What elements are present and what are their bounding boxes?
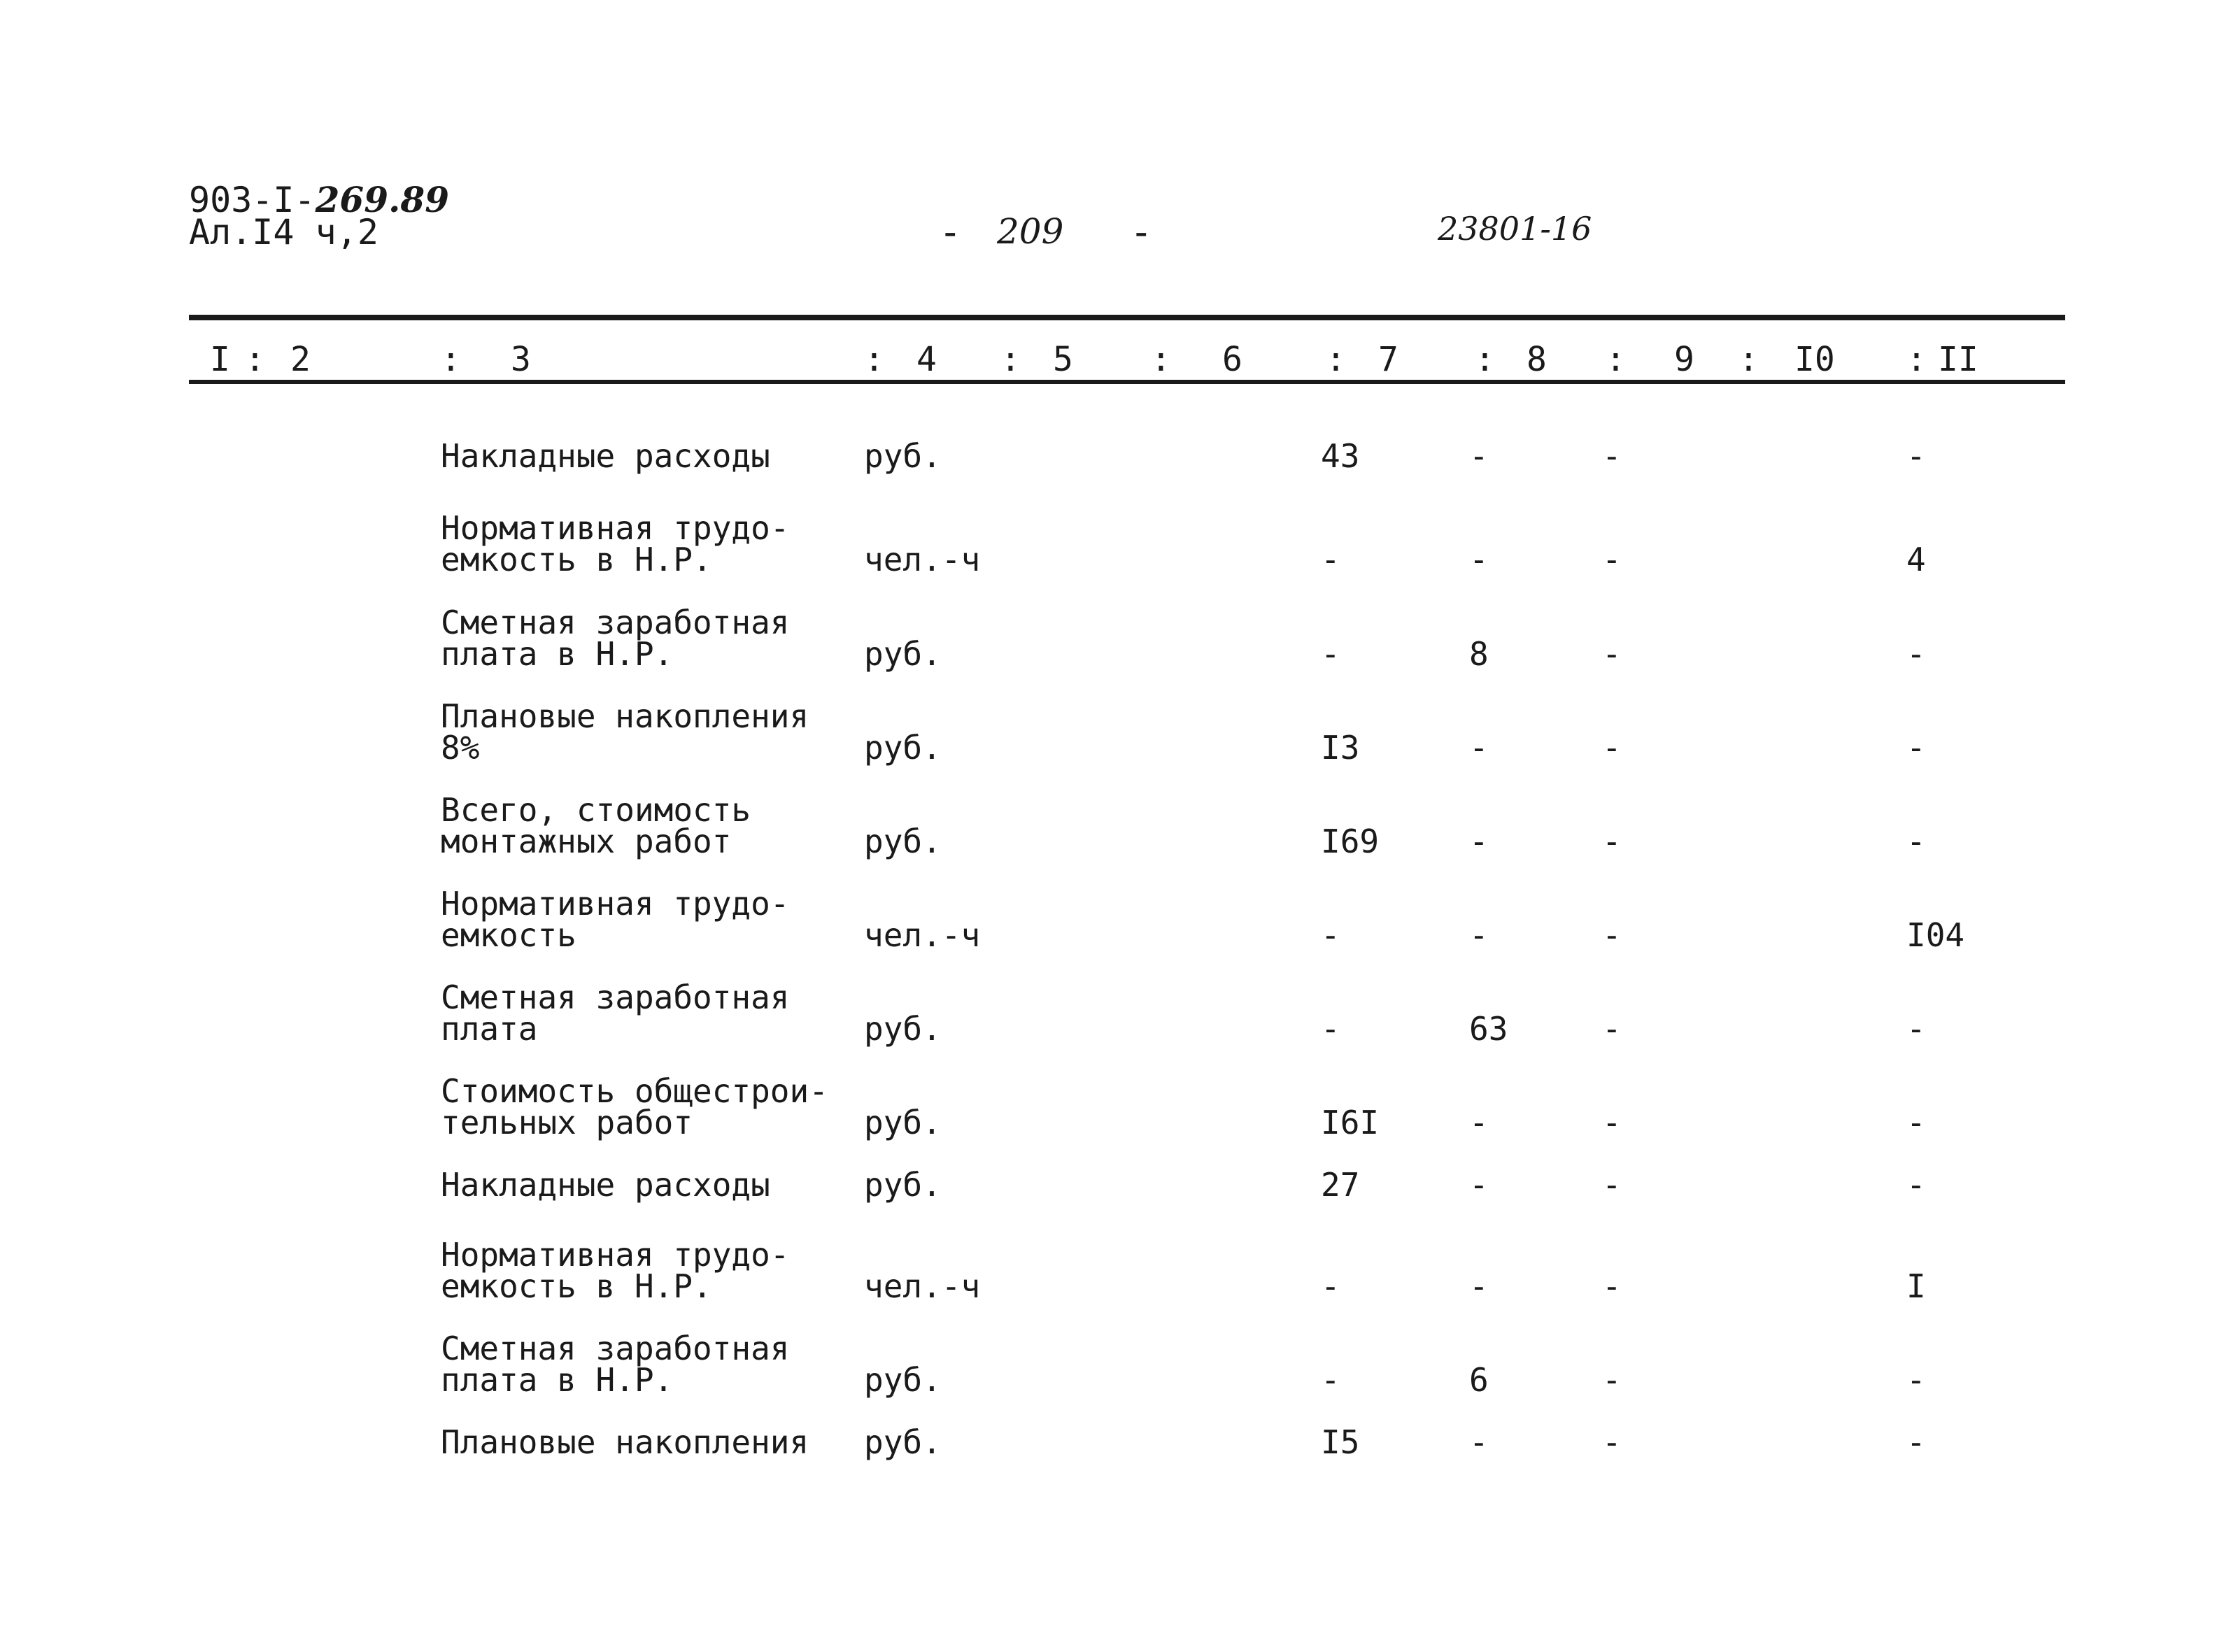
row-name-line: плата xyxy=(441,1010,538,1048)
page-number-dash-right: - xyxy=(1130,210,1153,254)
row-name-line: Плановые накопления xyxy=(441,697,809,735)
column-separator: : xyxy=(245,340,265,379)
row-unit: чел.-ч xyxy=(864,541,981,578)
cell-col-11: 4 xyxy=(1906,541,1926,578)
cell-col-11: - xyxy=(1906,1423,1926,1461)
column-header-4: 4 xyxy=(916,340,937,379)
cell-col-9: - xyxy=(1602,635,1622,673)
cell-col-9: - xyxy=(1602,1267,1622,1305)
cell-col-7: I3 xyxy=(1321,729,1360,767)
cell-col-11: - xyxy=(1906,729,1926,767)
table-header-rule xyxy=(189,380,2065,384)
row-name xyxy=(441,509,790,578)
cell-col-11: I xyxy=(1906,1267,1926,1305)
row-unit: чел.-ч xyxy=(864,916,981,954)
column-header-6: 6 xyxy=(1222,340,1242,379)
cell-col-7: - xyxy=(1321,1361,1340,1399)
row-name-line: емкость в Н.Р. xyxy=(441,541,712,578)
cell-col-7: I6I xyxy=(1321,1104,1380,1141)
row-name-line: Нормативная трудо- xyxy=(441,1236,790,1274)
cell-col-7: I69 xyxy=(1321,823,1380,860)
cell-col-11: - xyxy=(1906,1361,1926,1399)
row-unit: чел.-ч xyxy=(864,1267,981,1305)
row-name-line: Сметная заработная xyxy=(441,604,790,641)
cell-col-7: - xyxy=(1321,916,1340,954)
cell-col-11: - xyxy=(1906,823,1926,860)
row-name xyxy=(441,697,809,767)
cell-col-7: 43 xyxy=(1321,437,1360,475)
row-name xyxy=(441,885,790,954)
row-unit: руб. xyxy=(864,437,942,475)
column-separator: : xyxy=(441,340,461,379)
row-unit: руб. xyxy=(864,635,942,673)
row-unit: руб. xyxy=(864,1104,942,1141)
row-name-line: емкость xyxy=(441,916,576,954)
row-name xyxy=(441,1423,809,1461)
row-name xyxy=(441,1166,770,1204)
column-separator: : xyxy=(1000,340,1021,379)
column-header-9: 9 xyxy=(1674,340,1694,379)
sheet-reference: Ал.I4 ч,2 xyxy=(189,212,378,252)
row-name-line: плата в Н.Р. xyxy=(441,635,674,673)
column-separator: : xyxy=(1906,340,1927,379)
row-name-line: емкость в Н.Р. xyxy=(441,1267,712,1305)
column-header-7: 7 xyxy=(1378,340,1398,379)
row-name-line: Всего, стоимость xyxy=(441,791,751,829)
cell-col-7: - xyxy=(1321,1010,1340,1048)
cell-col-11: - xyxy=(1906,1104,1926,1141)
table-top-rule xyxy=(189,315,2065,320)
column-separator: : xyxy=(1738,340,1759,379)
row-name xyxy=(441,1330,790,1399)
cell-col-7: - xyxy=(1321,1267,1340,1305)
cell-col-11: - xyxy=(1906,1166,1926,1204)
row-name xyxy=(441,437,770,475)
row-unit: руб. xyxy=(864,1423,942,1461)
cell-col-9: - xyxy=(1602,1423,1622,1461)
column-separator: : xyxy=(1606,340,1626,379)
row-name-line: Накладные расходы xyxy=(441,437,770,475)
document-code-handwritten: 269.89 xyxy=(315,179,449,220)
row-name xyxy=(441,1236,790,1305)
row-unit: руб. xyxy=(864,729,942,767)
row-name-line: Сметная заработная xyxy=(441,1330,790,1367)
column-separator: : xyxy=(864,340,884,379)
cell-col-9: - xyxy=(1602,1166,1622,1204)
row-name-line: тельных работ xyxy=(441,1104,693,1141)
cell-col-11: I04 xyxy=(1906,916,1965,954)
cell-col-8: - xyxy=(1469,1104,1489,1141)
cell-col-8: 6 xyxy=(1469,1361,1489,1399)
column-separator: : xyxy=(1151,340,1171,379)
row-name xyxy=(441,1072,828,1141)
column-header-2: 2 xyxy=(290,340,311,379)
cell-col-11: - xyxy=(1906,635,1926,673)
row-name-line: 8% xyxy=(441,729,480,767)
cell-col-9: - xyxy=(1602,1361,1622,1399)
cell-col-9: - xyxy=(1602,916,1622,954)
column-header-10: I0 xyxy=(1794,340,1835,379)
cell-col-8: - xyxy=(1469,1267,1489,1305)
page-number-dash-left: - xyxy=(939,210,962,254)
cell-col-7: 27 xyxy=(1321,1166,1360,1204)
cell-col-8: 8 xyxy=(1469,635,1489,673)
row-name xyxy=(441,791,751,860)
cell-col-9: - xyxy=(1602,823,1622,860)
row-name xyxy=(441,978,790,1048)
cell-col-9: - xyxy=(1602,541,1622,578)
cell-col-8: - xyxy=(1469,823,1489,860)
column-separator: : xyxy=(1326,340,1346,379)
cell-col-8: - xyxy=(1469,437,1489,475)
cell-col-11: - xyxy=(1906,437,1926,475)
column-header-1: I xyxy=(210,340,230,379)
sheet-code: 23801-16 xyxy=(1438,210,1592,248)
page-number: 209 xyxy=(997,211,1064,252)
column-header-5: 5 xyxy=(1053,340,1073,379)
row-name-line: Плановые накопления xyxy=(441,1423,809,1461)
row-name-line: Сметная заработная xyxy=(441,978,790,1016)
cell-col-8: - xyxy=(1469,1166,1489,1204)
row-name-line: плата в Н.Р. xyxy=(441,1361,674,1399)
cell-col-9: - xyxy=(1602,1010,1622,1048)
row-name-line: Нормативная трудо- xyxy=(441,885,790,923)
row-unit: руб. xyxy=(864,1010,942,1048)
cell-col-8: - xyxy=(1469,916,1489,954)
cell-col-9: - xyxy=(1602,1104,1622,1141)
column-header-11: II xyxy=(1938,340,1978,379)
row-unit: руб. xyxy=(864,823,942,860)
cell-col-8: 63 xyxy=(1469,1010,1508,1048)
column-header-8: 8 xyxy=(1527,340,1547,379)
cell-col-9: - xyxy=(1602,729,1622,767)
cell-col-9: - xyxy=(1602,437,1622,475)
row-unit: руб. xyxy=(864,1361,942,1399)
column-separator: : xyxy=(1475,340,1495,379)
cell-col-8: - xyxy=(1469,541,1489,578)
cell-col-7: I5 xyxy=(1321,1423,1360,1461)
cell-col-11: - xyxy=(1906,1010,1926,1048)
row-name-line: монтажных работ xyxy=(441,823,732,860)
row-name-line: Накладные расходы xyxy=(441,1166,770,1204)
row-name xyxy=(441,604,790,673)
column-header-3: 3 xyxy=(511,340,531,379)
row-name-line: Стоимость общестрои- xyxy=(441,1072,828,1110)
cell-col-8: - xyxy=(1469,1423,1489,1461)
document-code-printed: 903-I- xyxy=(189,180,316,220)
cell-col-7: - xyxy=(1321,541,1340,578)
row-unit: руб. xyxy=(864,1166,942,1204)
cell-col-8: - xyxy=(1469,729,1489,767)
cell-col-7: - xyxy=(1321,635,1340,673)
row-name-line: Нормативная трудо- xyxy=(441,509,790,547)
